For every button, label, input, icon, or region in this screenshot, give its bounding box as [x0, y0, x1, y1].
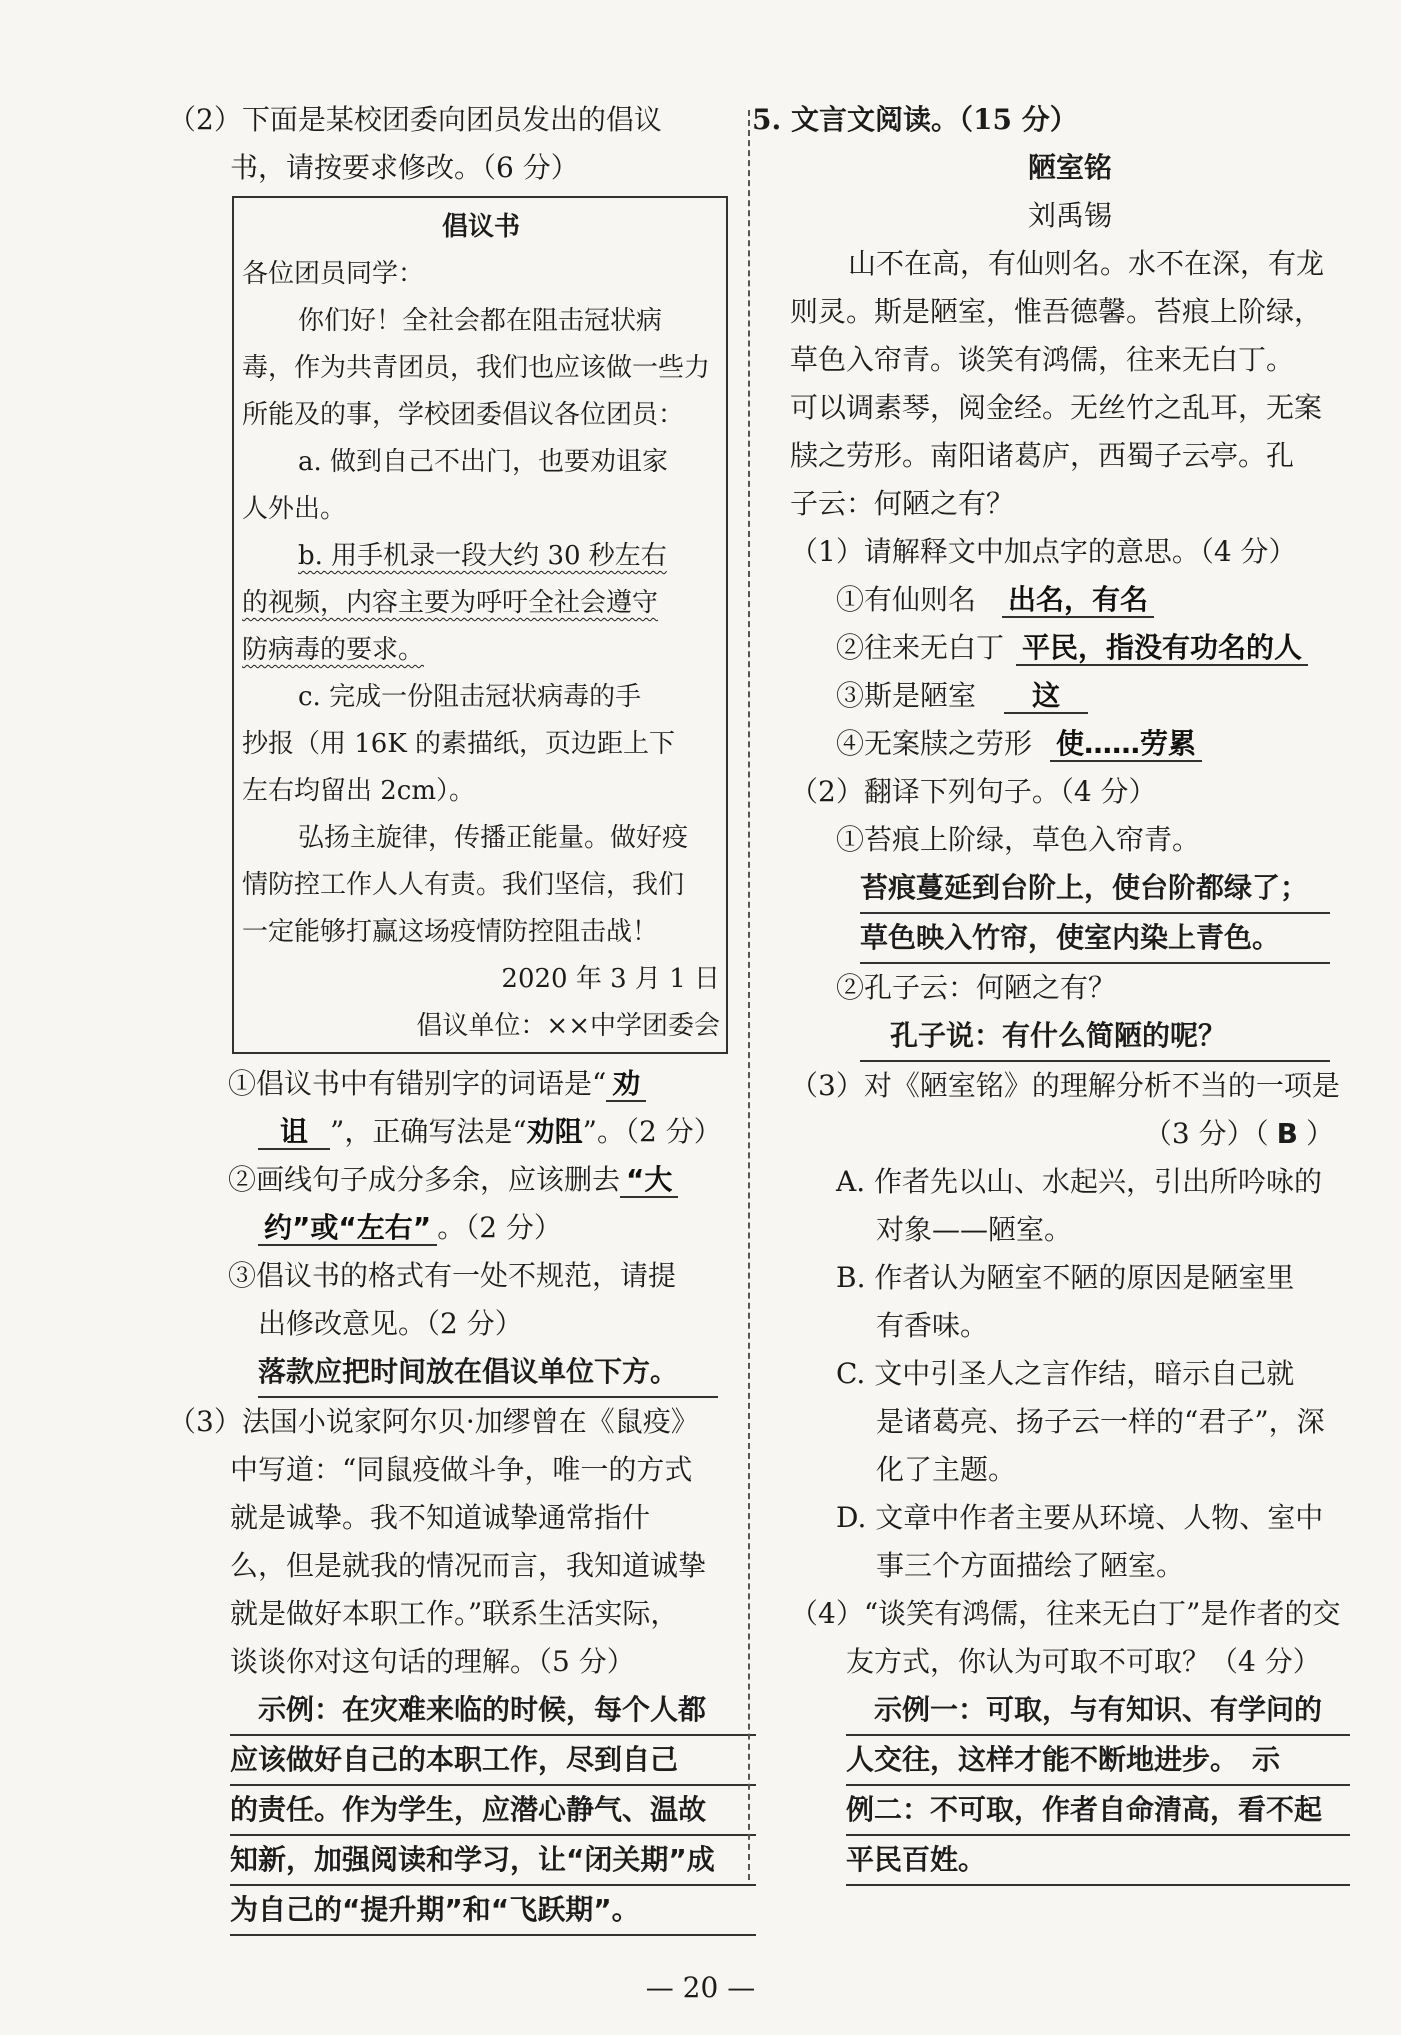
sub2-line-2: 约”或“左右” 。（2 分）: [172, 1204, 732, 1252]
left-column: [168, 96, 732, 1936]
q3-answer-line: 应该做好自己的本职工作，尽到自己: [230, 1736, 756, 1786]
passage-line: 则灵。斯是陋室，惟吾德馨。苔痕上阶绿，: [790, 295, 1323, 328]
q1-item-1: ①有仙则名 出名，有名: [790, 576, 1350, 624]
letter-signer: 倡议单位：××中学团委会: [416, 1011, 720, 1041]
sub1-correct-word: 劝阻: [526, 1115, 583, 1148]
sub3-answer: 落款应把时间放在倡议单位下方。: [258, 1348, 718, 1398]
letter-line: 弘扬主旋律，传播正能量。做好疫: [298, 823, 689, 853]
letter-date: 2020 年 3 月 1 日: [501, 964, 720, 994]
q4-answer-line: 人交往，这样才能不断地进步。 示: [846, 1736, 1350, 1786]
passage-line: 牍之劳形。南阳诸葛庐，西蜀子云亭。孔: [790, 439, 1295, 472]
letter-line: 左右均留出 2cm）。: [242, 776, 476, 806]
q2-intro-line-1: （2）下面是某校团委向团员发出的倡议: [168, 103, 662, 136]
q4-line: （4）“谈笑有鸿儒，往来无白丁”是作者的交: [790, 1597, 1341, 1630]
right-column: [752, 96, 1350, 1886]
letter-title: 倡议书: [441, 212, 520, 242]
q3-line: 么，但是就我的情况而言，我知道诚挚: [230, 1549, 707, 1582]
q1-prompt: （1）请解释文中加点字的意思。（4 分）: [790, 535, 1297, 568]
letter-line-wavy: 防病毒的要求。: [242, 635, 425, 665]
q3-line: （3）法国小说家阿尔贝·加缪曾在《鼠疫》: [168, 1405, 699, 1438]
q3-option-b-cont: 有香味。: [876, 1309, 989, 1342]
q1-item-2: ②往来无白丁 平民，指没有功名的人: [790, 624, 1350, 672]
q3-option-d-cont: 事三个方面描绘了陋室。: [876, 1549, 1185, 1582]
q2-prompt: （2）翻译下列句子。（4 分）: [790, 775, 1157, 808]
q2-answer-2: 孔子说：有什么简陋的呢？: [860, 1012, 1330, 1062]
sub1-line-1: ①倡议书中有错别字的词语是“ 劝: [172, 1060, 732, 1108]
letter-line-wavy: 的视频，内容主要为呼吁全社会遵守: [242, 588, 659, 618]
q1-item-4: ④无案牍之劳形 使……劳累: [790, 720, 1350, 768]
letter-line: 抄报（用 16K 的素描纸，页边距上下: [242, 729, 676, 759]
q3-option-a-cont: 对象——陋室。: [876, 1213, 1073, 1246]
proposal-letter-box: [232, 196, 728, 1054]
letter-line: 人外出。: [242, 494, 347, 524]
q3-option-d: D. 文章中作者主要从环境、人物、室中: [836, 1501, 1324, 1534]
sub2-line-1: ②画线句子成分多余，应该删去 “大: [172, 1156, 732, 1204]
sub3-line-1: ③倡议书的格式有一处不规范，请提: [228, 1259, 677, 1292]
q2-answer-1-line: 苔痕蔓延到台阶上，使台阶都绿了；: [860, 864, 1330, 914]
column-divider: [748, 110, 750, 1880]
letter-line-wavy: b. 用手机录一段大约 30 秒左右: [298, 541, 667, 571]
q2-sentence-2: ②孔子云：何陋之有？: [836, 971, 1117, 1004]
letter-line: 各位团员同学：: [242, 259, 425, 289]
letter-line: 所能及的事，学校团委倡议各位团员：: [242, 400, 685, 430]
poem-author: 刘禹锡: [1027, 199, 1112, 232]
sub1-answer-part-b: 诅: [258, 1115, 330, 1150]
sub2-answer-part-b: 约”或“左右”: [258, 1211, 437, 1246]
q3-option-c-cont: 化了主题。: [876, 1453, 1017, 1486]
page-number: — 20 —: [645, 1971, 756, 2004]
q4-answer-line: 例二：不可取，作者自命清高，看不起: [846, 1786, 1350, 1836]
q3-answer-line: 的责任。作为学生，应潜心静气、温故: [230, 1786, 756, 1836]
q1-item-4-answer: 使……劳累: [1050, 727, 1202, 762]
letter-line: 毒，作为共青团员，我们也应该做一些力: [242, 353, 711, 383]
sub2-answer-part-a: “大: [620, 1163, 678, 1198]
q3-answer-choice: B: [1276, 1117, 1298, 1150]
q1-item-3: ③斯是陋室 这: [790, 672, 1350, 720]
passage-line: 草色入帘青。谈笑有鸿儒，往来无白丁。: [790, 343, 1295, 376]
letter-line: a. 做到自己不出门，也要劝诅家: [298, 447, 669, 477]
q3-line: 谈谈你对这句话的理解。（5 分）: [230, 1645, 635, 1678]
q3-answer-line: 知新，加强阅读和学习，让“闭关期”成: [230, 1836, 756, 1886]
q3-line: 就是做好本职工作。”联系生活实际，: [230, 1597, 679, 1630]
q3-option-c: C. 文中引圣人之言作结，暗示自己就: [836, 1357, 1295, 1390]
q3-option-c-cont: 是诸葛亮、扬子云一样的“君子”，深: [876, 1405, 1325, 1438]
q2-sentence-1: ①苔痕上阶绿，草色入帘青。: [836, 823, 1201, 856]
q3-option-a: A. 作者先以山、水起兴，引出所吟咏的: [836, 1165, 1323, 1198]
q1-item-2-answer: 平民，指没有功名的人: [1016, 631, 1308, 666]
q3-option-b: B. 作者认为陋室不陋的原因是陋室里: [836, 1261, 1295, 1294]
passage-line: 可以调素琴，阅金经。无丝竹之乱耳，无案: [790, 391, 1323, 424]
q3-line: 就是诚挚。我不知道诚挚通常指什: [230, 1501, 651, 1534]
q1-item-3-answer: 这: [1004, 679, 1088, 714]
q4-answer-line: 示例一：可取，与有知识、有学问的: [846, 1686, 1350, 1736]
letter-line: 一定能够打赢这场疫情防控阻击战！: [242, 917, 659, 947]
q3-answer-line: 示例：在灾难来临的时候，每个人都: [230, 1686, 756, 1736]
letter-line: c. 完成一份阻击冠状病毒的手: [298, 682, 642, 712]
sub1-line-2: 诅 ”，正确写法是“劝阻”。（2 分）: [172, 1108, 732, 1156]
sub3-line-2: 出修改意见。（2 分）: [258, 1307, 523, 1340]
passage-line: 子云：何陋之有？: [790, 487, 1015, 520]
q3-answer-line: 为自己的“提升期”和“飞跃期”。: [230, 1886, 756, 1936]
q3-score: （3 分）（ B ）: [790, 1110, 1350, 1158]
poem-title: 陋室铭: [1027, 151, 1112, 184]
q4-answer-line: 平民百姓。: [846, 1836, 1350, 1886]
q4-line: 友方式，你认为可取不可取？（4 分）: [846, 1645, 1321, 1678]
q3-line: 中写道：“同鼠疫做斗争，唯一的方式: [230, 1453, 693, 1486]
q1-item-1-answer: 出名，有名: [1002, 583, 1154, 618]
q3-prompt: （3）对《陋室铭》的理解分析不当的一项是: [790, 1069, 1340, 1102]
q2-intro-line-2: 书，请按要求修改。（6 分）: [230, 151, 579, 184]
q2-answer-1-line: 草色映入竹帘，使室内染上青色。: [860, 914, 1330, 964]
letter-line: 你们好！全社会都在阻击冠状病: [298, 306, 663, 336]
passage-line: 山不在高，有仙则名。水不在深，有龙: [848, 247, 1325, 280]
letter-line: 情防控工作人人有责。我们坚信，我们: [242, 870, 685, 900]
sub1-answer-part-a: 劝: [606, 1067, 646, 1102]
q5-title: 5. 文言文阅读。（15 分）: [752, 103, 1078, 136]
